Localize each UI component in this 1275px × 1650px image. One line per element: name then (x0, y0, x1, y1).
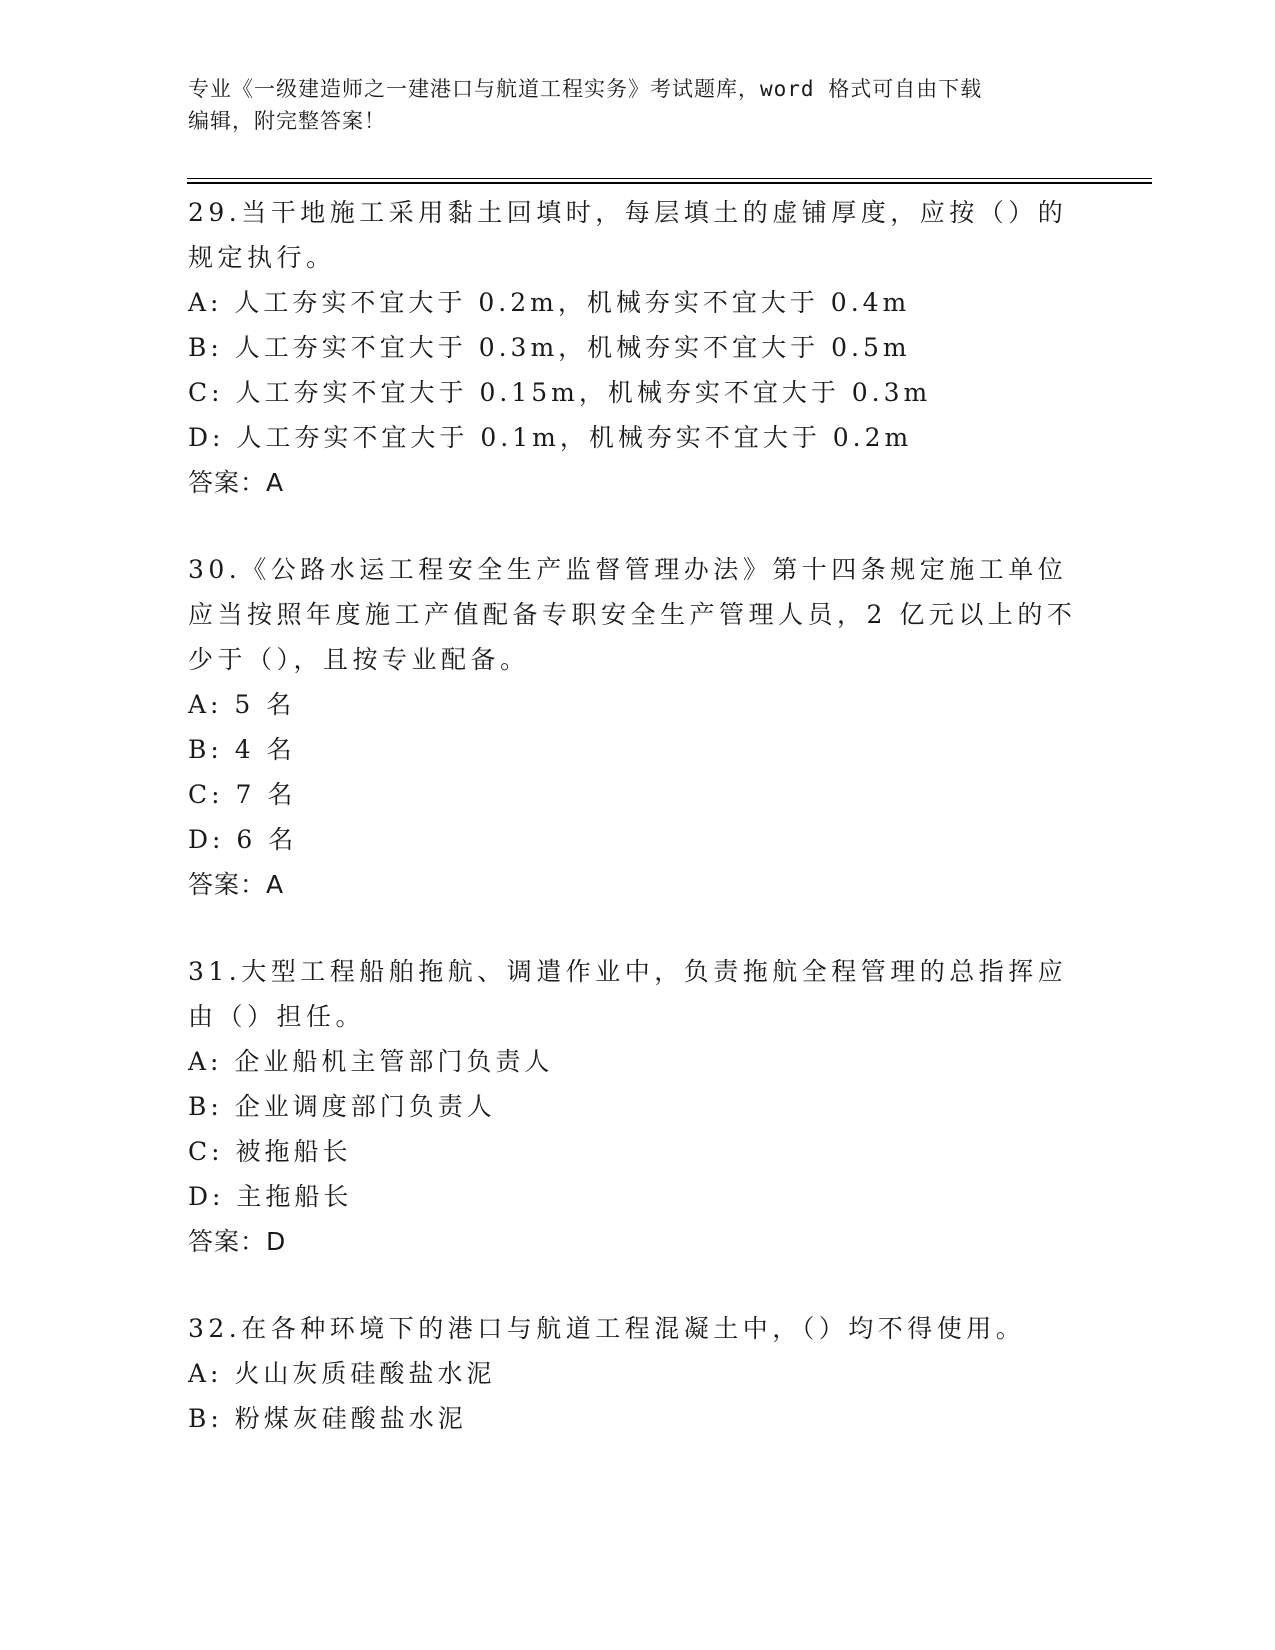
answer-line (188, 460, 1088, 505)
answer-line (188, 1219, 1088, 1264)
header-line-2: 编辑，附完整答案！ (188, 109, 386, 133)
option-a: A: 企业船机主管部门负责人 (188, 1047, 554, 1076)
answer-value: A (266, 468, 285, 497)
answer-value: A (266, 870, 285, 899)
question-stem: 30.《公路水运工程安全生产监督管理办法》第十四条规定施工单位应当按照年度施工产值配备专职安全生产管理人员，2 亿元以上的不少于（），且按专业配备。 (188, 555, 1077, 674)
document-header (188, 73, 1068, 137)
option-c: C: 被拖船长 (188, 1137, 352, 1166)
option-d: D: 主拖船长 (188, 1182, 353, 1211)
answer-label: 答案： (188, 1227, 267, 1256)
answer-value: D (266, 1227, 287, 1256)
header-divider-thick (187, 182, 1152, 184)
option-a: A: 火山灰质硅酸盐水泥 (188, 1359, 496, 1388)
question-32 (188, 1306, 1088, 1441)
option-a: A: 5 名 (188, 690, 296, 719)
option-b: B: 粉煤灰硅酸盐水泥 (188, 1404, 467, 1433)
option-b: B: 4 名 (188, 735, 296, 764)
question-31 (188, 949, 1088, 1264)
question-stem: 32.在各种环境下的港口与航道工程混凝土中，（）均不得使用。 (188, 1314, 1026, 1343)
option-a: A: 人工夯实不宜大于 0.2m，机械夯实不宜大于 0.4m (188, 288, 911, 317)
option-d: D: 6 名 (188, 825, 298, 854)
option-c: C: 7 名 (188, 780, 297, 809)
question-29 (188, 190, 1088, 505)
option-b: B: 人工夯实不宜大于 0.3m，机械夯实不宜大于 0.5m (188, 333, 911, 362)
header-divider-thin (187, 178, 1152, 179)
answer-label: 答案： (188, 870, 267, 899)
option-c: C: 人工夯实不宜大于 0.15m，机械夯实不宜大于 0.3m (188, 378, 932, 407)
question-30 (188, 547, 1088, 907)
header-line-1: 专业《一级建造师之一建港口与航道工程实务》考试题库，word 格式可自由下载 (188, 77, 983, 101)
option-b: B: 企业调度部门负责人 (188, 1092, 496, 1121)
option-d: D: 人工夯实不宜大于 0.1m，机械夯实不宜大于 0.2m (188, 423, 913, 452)
question-stem: 31.大型工程船舶拖航、调遣作业中，负责拖航全程管理的总指挥应由（）担任。 (188, 957, 1068, 1031)
question-list (188, 190, 1088, 1441)
answer-label: 答案： (188, 468, 267, 497)
answer-line (188, 862, 1088, 907)
question-stem: 29.当干地施工采用黏土回填时，每层填土的虚铺厚度，应按（）的规定执行。 (188, 198, 1068, 272)
